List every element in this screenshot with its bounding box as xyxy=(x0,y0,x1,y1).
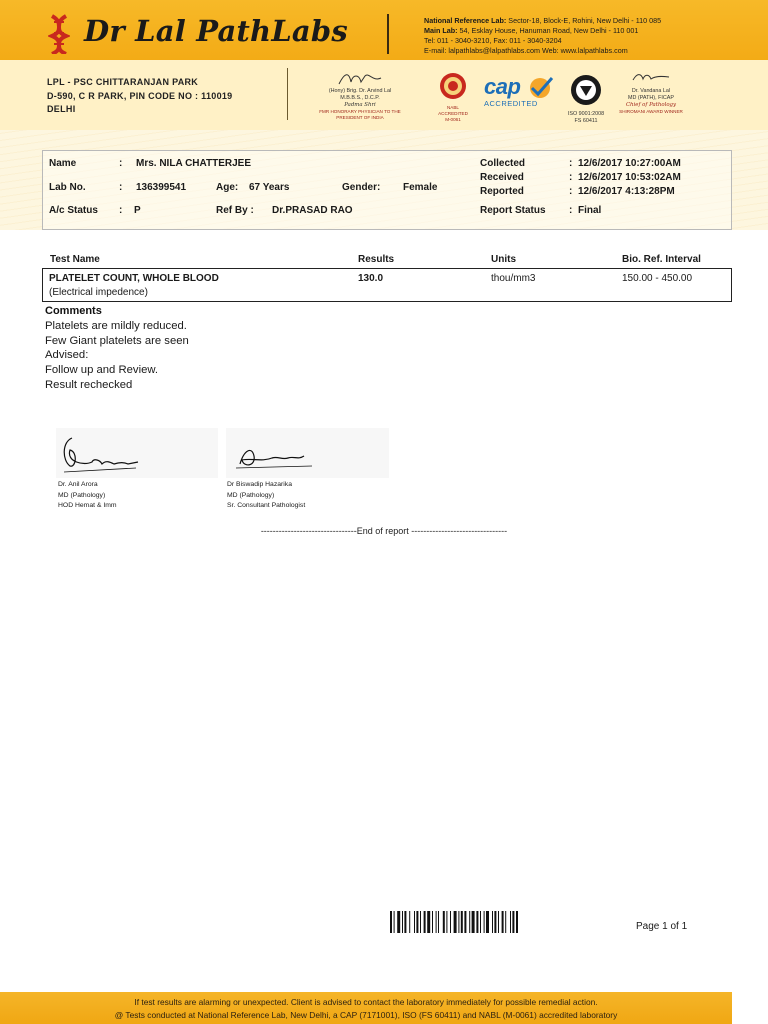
collected-separator: : xyxy=(569,158,573,169)
lab-info-line: Main Lab: 54, Esklay House, Hanuman Road, New Delhi - 110 001 xyxy=(424,26,639,35)
end-of-report-marker: --------------------------------End of report -------------------------------- xyxy=(260,526,508,536)
report-status-separator: : xyxy=(569,205,573,216)
header-divider xyxy=(387,14,389,54)
collected-label: Collected xyxy=(480,158,526,169)
column-header-results: Results xyxy=(358,254,395,265)
director-award: Padma Shri xyxy=(344,102,376,108)
received-separator: : xyxy=(569,172,573,183)
brand-logo-text: Dr Lal PathLabs xyxy=(84,14,348,48)
iso-standard: ISO 9001:2008 xyxy=(567,111,605,117)
test-name-cell: PLATELET COUNT, WHOLE BLOOD xyxy=(49,273,219,284)
nabl-code: M-0061 xyxy=(445,117,461,122)
signatory-qualification: MD (Pathology) xyxy=(58,491,106,499)
ref-by-value: Dr.PRASAD RAO xyxy=(272,205,353,216)
lab-contact-info xyxy=(424,16,661,56)
director-note: FMR HONORARY PHYSICIAN TO THE PRESIDENT OF INDIA xyxy=(319,109,401,120)
test-method-cell: (Electrical impedence) xyxy=(49,287,148,298)
report-status-label: Report Status xyxy=(480,205,546,216)
iso-emblem-icon xyxy=(570,74,602,106)
ref-interval-cell: 150.00 - 450.00 xyxy=(622,273,693,284)
barcode-image xyxy=(390,911,558,933)
gender-label: Gender: xyxy=(342,182,381,193)
signatory-1 xyxy=(58,480,117,512)
lab-info-line: National Reference Lab: Sector-18, Block-E, Rohini, New Delhi - 110 085 xyxy=(424,16,662,25)
psc-address-line: LPL - PSC CHITTARANJAN PARK xyxy=(47,77,199,87)
lab-no-value: 136399541 xyxy=(136,182,187,193)
received-label: Received xyxy=(480,172,524,183)
gender-value: Female xyxy=(403,182,438,193)
chief-pathologist-block xyxy=(616,70,686,115)
name-separator: : xyxy=(119,158,123,169)
lab-no-label: Lab No. xyxy=(49,182,86,193)
signature-image-hazarika xyxy=(232,440,318,472)
signatory-name: Dr Biswadip Hazarika xyxy=(227,481,292,488)
name-label: Name xyxy=(49,158,77,169)
signatory-qualification: MD (Pathology) xyxy=(227,491,275,499)
iso-seal xyxy=(566,74,606,125)
column-header-ref-interval: Bio. Ref. Interval xyxy=(622,254,701,265)
lab-info-line: Tel: 011 - 3040-3210, Fax: 011 - 3040-3204 xyxy=(424,36,562,45)
age-value: 67 Years xyxy=(249,182,290,193)
patient-name: Mrs. NILA CHATTERJEE xyxy=(136,158,252,169)
ac-status-value: P xyxy=(134,205,141,216)
lab-info-line: E-mail: lalpathlabs@lalpathlabs.com Web: www.lalpathlabs.com xyxy=(424,46,628,55)
nabl-emblem-icon xyxy=(439,72,467,100)
reported-label: Reported xyxy=(480,186,524,197)
units-cell: thou/mm3 xyxy=(491,273,536,284)
lab-no-separator: : xyxy=(119,182,123,193)
reported-separator: : xyxy=(569,186,573,197)
address-divider xyxy=(287,68,288,120)
chief-pathologist-degrees: MD (PATH), FICAP xyxy=(628,95,674,101)
psc-address-line: D-590, C R PARK, PIN CODE NO : 110019 xyxy=(47,90,233,101)
collected-value: 12/6/2017 10:27:00AM xyxy=(578,158,681,169)
chief-pathologist-signature-image xyxy=(631,71,671,83)
nabl-label: NABL ACCREDITED xyxy=(438,105,468,116)
signatory-2 xyxy=(227,480,305,512)
footer-line: @ Tests conducted at National Reference Lab, New Delhi, a CAP (7171001), ISO (FS 60411) and NABL (M-0061) accredited laboratory xyxy=(114,1010,618,1020)
page-number: Page 1 of 1 xyxy=(636,921,688,932)
iso-code: FS 60411 xyxy=(574,118,598,124)
ac-status-label: A/c Status xyxy=(49,205,98,216)
cap-accredited-logo xyxy=(484,76,558,108)
signatory-title: Sr. Consultant Pathologist xyxy=(227,502,306,509)
received-value: 12/6/2017 10:53:02AM xyxy=(578,172,681,183)
psc-address xyxy=(47,76,233,117)
comment-line: Result rechecked xyxy=(45,379,133,391)
chief-pathologist-name: Dr. Vandana Lal xyxy=(631,88,671,94)
cap-logo-word: cap xyxy=(484,74,521,99)
cap-checkmark-icon xyxy=(526,76,554,100)
nabl-seal xyxy=(436,72,470,123)
comment-line: Advised: xyxy=(45,349,89,361)
comment-line: Few Giant platelets are seen xyxy=(45,335,189,347)
director-degrees: M.B.B.S., D.C.P. xyxy=(340,95,380,101)
comments-heading: Comments xyxy=(45,305,102,317)
cap-accredited-label: ACCREDITED xyxy=(484,99,538,108)
dna-helix-logo-icon xyxy=(48,14,70,54)
signature-image-arora xyxy=(58,432,144,474)
director-signature-image xyxy=(335,70,385,88)
result-value-cell: 130.0 xyxy=(358,273,384,284)
director-name: (Hony) Brig. Dr. Arvind Lal xyxy=(328,88,392,94)
ac-status-separator: : xyxy=(119,205,123,216)
column-header-test-name: Test Name xyxy=(50,254,100,265)
age-label: Age: xyxy=(216,182,239,193)
comment-line: Platelets are mildly reduced. xyxy=(45,320,187,332)
comment-line: Follow up and Review. xyxy=(45,364,159,376)
footer-line: If test results are alarming or unexpected. Client is advised to contact the laboratory immediately for possible remedial action. xyxy=(134,997,598,1007)
column-header-units: Units xyxy=(491,254,516,265)
reported-value: 12/6/2017 4:13:28PM xyxy=(578,186,675,197)
footer-disclaimer xyxy=(0,996,732,1022)
chief-pathologist-title: Chief of Pathology xyxy=(625,102,677,108)
psc-address-line: DELHI xyxy=(47,104,76,114)
ref-by-label: Ref By : xyxy=(216,205,254,216)
director-signature-block xyxy=(310,70,410,121)
report-status-value: Final xyxy=(578,205,602,216)
chief-pathologist-award: SHIROMANI AWARD WINNER xyxy=(619,109,683,114)
signatory-name: Dr. Anil Arora xyxy=(58,481,98,488)
signatory-title: HOD Hemat & Imm xyxy=(58,502,117,509)
